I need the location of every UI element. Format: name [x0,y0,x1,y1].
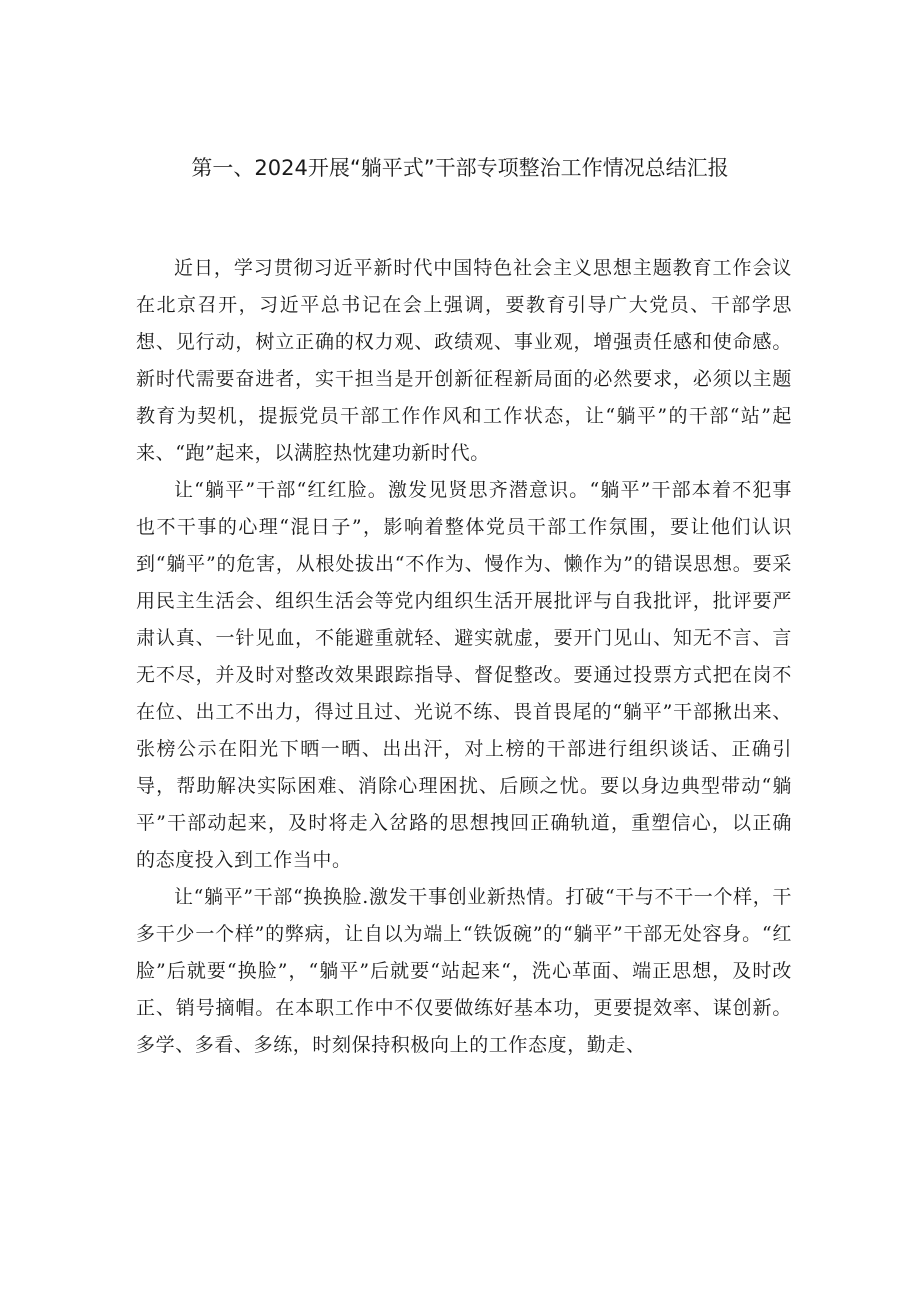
paragraph-change-face: 让“躺平”干部“换换脸.激发干事创业新热情。打破“干与不干一个样，干多干少一个样”的弊病，让自以为端上“铁饭碗”的“躺平”干部无处容身。“红脸”后就要“换脸”，“躺平”后就要“站起来“，洗心革面、端正思想，及时改正、销号摘帽。在本职工作中不仅要做练好基本功，更要提效率、谋创新。多学、多看、多练，时刻保持积极向上的工作态度，勤走、 [136,886,792,1056]
document-title: 第一、2024开展“躺平式”干部专项整治工作情况总结汇报 [191,156,729,180]
paragraph-red-face: 让“躺平”干部“红红脸。激发见贤思齐潜意识。“躺平”干部本着不犯事也不干事的心理“混日子”，影响着整体党员干部工作氛围，要让他们认识到“躺平”的危害，从根处拔出“不作为、慢作为、懒作为”的错误思想。要采用民主生活会、组织生活会等党内组织生活开展批评与自我批评，批评要严肃认真、一针见血，不能避重就轻、避实就虚，要开门见山、知无不言、言无不尽，并及时对整改效果跟踪指导、督促整改。要通过投票方式把在岗不在位、出工不出力，得过且过、光说不练、畏首畏尾的“躺平”干部揪出来、张榜公示在阳光下晒一晒、出出汗，对上榜的干部进行组织谈话、正确引导，帮助解决实际困难、消除心理困扰、后顾之忧。要以身边典型带动“躺平”干部动起来，及时将走入岔路的思想拽回正确轨道，重塑信心，以正确的态度投入到工作当中。 [136,479,792,871]
document-body [136,250,792,1064]
paragraph-intro: 近日，学习贯彻习近平新时代中国特色社会主义思想主题教育工作会议在北京召开，习近平总书记在会上强调，要教育引导广大党员、干部学思想、见行动，树立正确的权力观、政绩观、事业观，增强责任感和使命感。新时代需要奋进者，实干担当是开创新征程新局面的必然要求，必须以主题教育为契机，提振党员干部工作作风和工作状态，让“躺平”的干部“站”起来、“跑”起来，以满腔热忱建功新时代。 [136,257,792,464]
